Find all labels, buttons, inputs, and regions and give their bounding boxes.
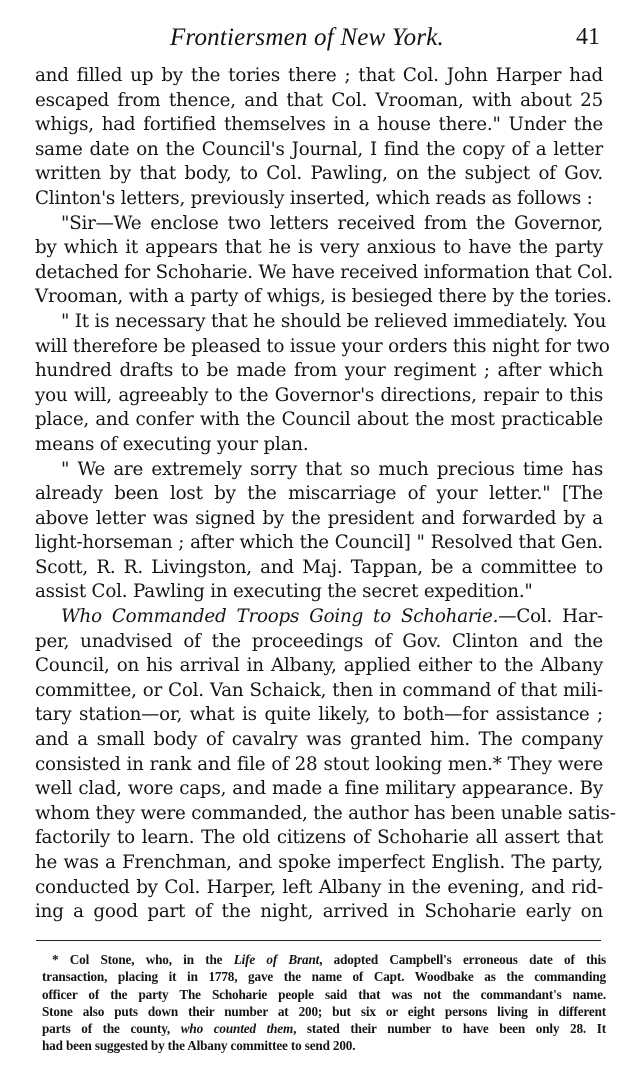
- text-line: he was a Frenchman, and spoke imperfect English. The party,: [35, 852, 603, 873]
- page-number: 41: [576, 24, 600, 50]
- text-line: place, and confer with the Council about the most practicable: [35, 409, 603, 431]
- text-line: light-horseman ; after which the Council] " Resolved that Gen.: [35, 532, 603, 554]
- running-title: Frontiersmen of New York.: [170, 24, 444, 51]
- text-line: " It is necessary that he should be relieved immediately. You: [61, 310, 607, 332]
- section-heading: Who Commanded Troops Going to Schoharie.—: [61, 606, 517, 628]
- text-line: you will, agreeably to the Governor's directions, repair to this: [35, 384, 603, 406]
- footnote-line: [42, 1020, 606, 1037]
- text-line: tary station—or, what is quite likely, to both—for assistance ;: [35, 704, 603, 726]
- text-line: Council, on his arrival in Albany, applied either to the Albany: [35, 655, 603, 677]
- footnote-line-part: , stated their number to have been only 28. It: [293, 1021, 606, 1037]
- text-line: above letter was signed by the president and forwarded by a: [35, 507, 603, 529]
- text-line: by which it appears that he is very anxious to have the party: [35, 237, 603, 259]
- footnote-italic: who counted them: [180, 1021, 294, 1037]
- body-text: [35, 64, 616, 925]
- text-line: detached for Schoharie. We have received information that Col.: [35, 261, 613, 283]
- text-line: committee, or Col. Van Schaick, then in command of that mili-: [35, 679, 603, 701]
- text-line: Clinton's letters, previously inserted, which reads as follows :: [35, 187, 593, 209]
- text-line: [35, 605, 603, 630]
- footnote-line-part: parts of the county,: [42, 1021, 181, 1037]
- text-line: whom they were commanded, the author has been unable satis-: [35, 802, 616, 824]
- footnote-line-part: , adopted Campbell's erroneous date of this: [319, 952, 606, 967]
- text-line: will therefore be pleased to issue your orders this night for two: [35, 335, 610, 357]
- text-line: and filled up by the tories there ; that Col. John Harper had: [35, 65, 603, 86]
- text-line: "Sir—We enclose two letters received from the Governor,: [61, 212, 603, 234]
- footnote-line: transaction, placing it in 1778, gave the name of Capt. Woodbake as the commanding: [42, 969, 606, 985]
- footnote-line: Stone also puts down their number at 200; but six or eight persons living in different: [42, 1003, 606, 1019]
- text-line: same date on the Council's Journal, I find the copy of a letter: [35, 138, 603, 160]
- footnote-italic: Life of Brant: [233, 952, 320, 967]
- footnote-line-part: * Col Stone, who, in the: [52, 952, 234, 967]
- text-line: " We are extremely sorry that so much precious time has: [61, 458, 603, 480]
- footnote-line: [42, 951, 606, 968]
- text-line: assist Col. Pawling in executing the secret expedition.": [35, 581, 533, 603]
- text-line: whigs, had fortified themselves in a house there." Under the: [35, 114, 603, 136]
- text-line: consisted in rank and file of 28 stout looking men.* They were: [35, 753, 603, 775]
- footnote-line: had been suggested by the Albany committee to send 200.: [42, 1038, 356, 1054]
- footnote-divider: [36, 940, 601, 941]
- text-line: already been lost by the miscarriage of your letter." [The: [35, 483, 603, 505]
- text-line: hundred drafts to be made from your regiment ; after which: [35, 360, 603, 382]
- text-line: Scott, R. R. Livingston, and Maj. Tappan, be a committee to: [35, 556, 603, 578]
- text-line: written by that body, to Col. Pawling, on the subject of Gov.: [35, 163, 603, 185]
- text-line: per, unadvised of the proceedings of Gov. Clinton and the: [35, 630, 603, 652]
- footnote: [42, 951, 606, 1055]
- running-head: [30, 24, 608, 54]
- text-line: means of executing your plan.: [35, 433, 309, 455]
- text-line: and a small body of cavalry was granted him. The company: [35, 729, 603, 751]
- text-line-part: Col. Har-: [516, 606, 603, 628]
- text-line: escaped from thence, and that Col. Vrooman, with about 25: [35, 89, 603, 111]
- text-line: ing a good part of the night, arrived in Schoharie early on: [35, 901, 603, 923]
- text-line: conducted by Col. Harper, left Albany in the evening, and rid-: [35, 876, 603, 898]
- text-line: well clad, wore caps, and made a fine military appearance. By: [35, 778, 603, 800]
- text-line: factorily to learn. The old citizens of Schoharie all assert that: [35, 827, 603, 849]
- footnote-line: officer of the party The Schoharie people said that was not the commandant's name.: [42, 986, 606, 1002]
- text-line: Vrooman, with a party of whigs, is besieged there by the tories.: [35, 286, 612, 308]
